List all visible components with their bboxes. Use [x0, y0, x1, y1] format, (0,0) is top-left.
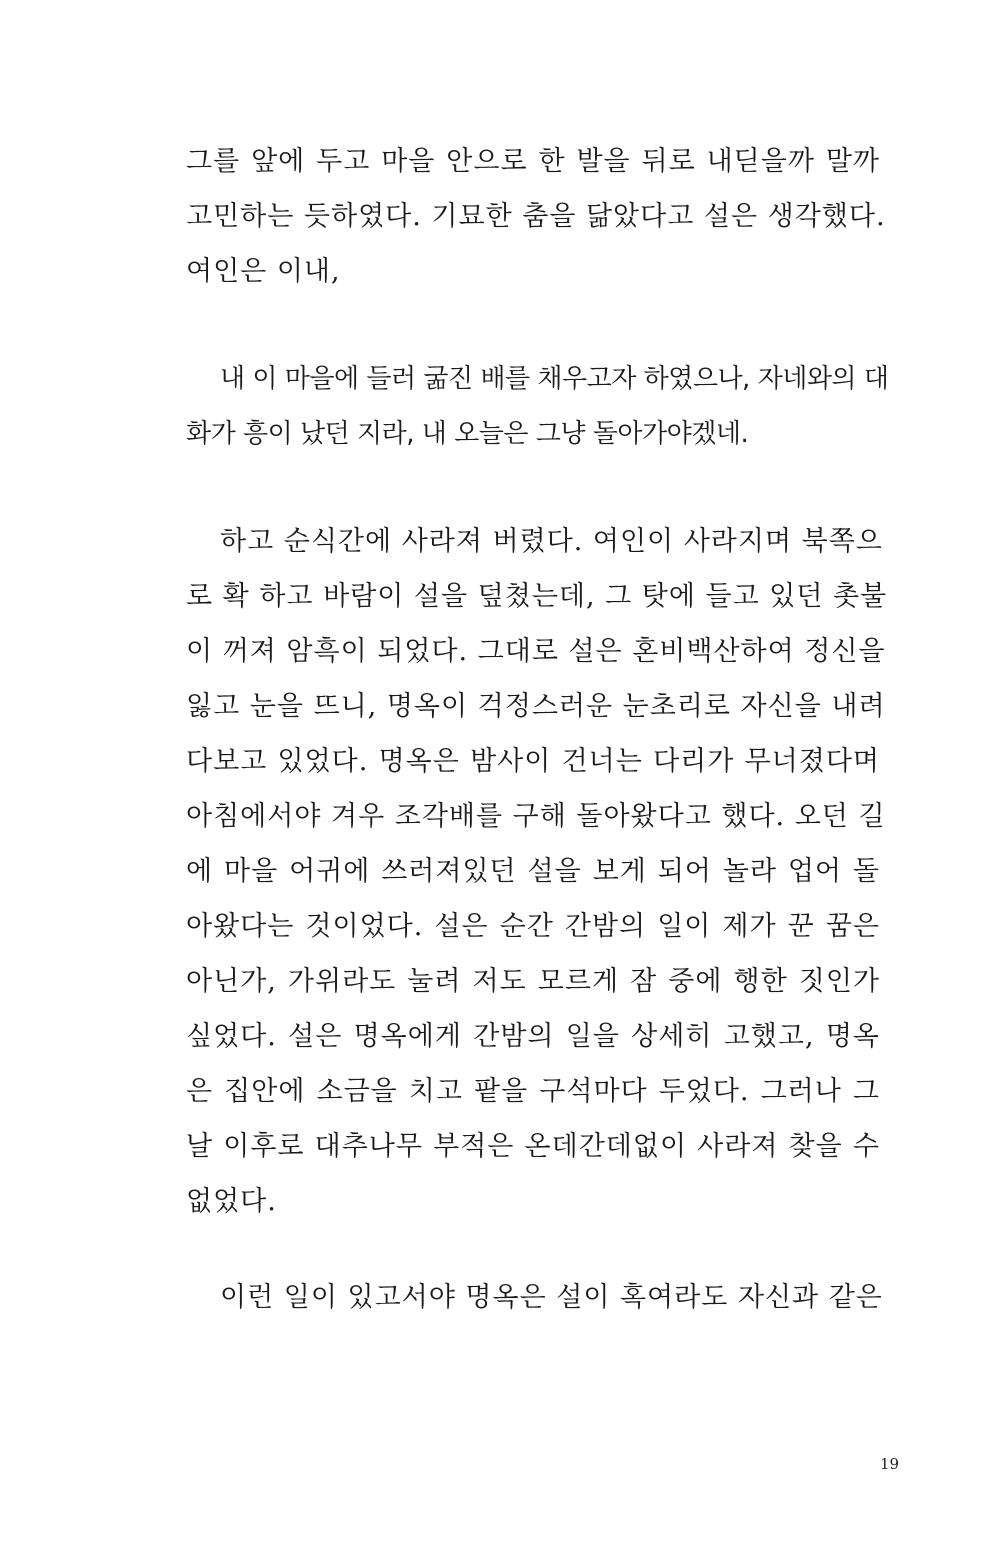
- dialogue-line: 내 이 마을에 들러 굶진 배를 채우고자 하였으나, 자네와의 대: [220, 364, 889, 394]
- dialogue-line: 화가 흥이 났던 지라, 내 오늘은 그냥 돌아가야겠네.: [186, 419, 749, 449]
- text-line: 하고 순식간에 사라져 버렸다. 여인이 사라지며 북쪽으: [220, 526, 883, 557]
- text-line: 싶었다. 설은 명옥에게 간밤의 일을 상세히 고했고, 명옥: [186, 1021, 880, 1052]
- text-line: 날 이후로 대추나무 부적은 온데간데없이 사라져 찾을 수: [186, 1131, 880, 1162]
- text-line: 고민하는 듯하였다. 기묘한 춤을 닮았다고 설은 생각했다.: [186, 201, 886, 232]
- text-line: 없었다.: [186, 1186, 277, 1217]
- text-line: 이런 일이 있고서야 명옥은 설이 혹여라도 자신과 같은: [220, 1282, 883, 1313]
- text-line: 로 확 하고 바람이 설을 덮쳤는데, 그 탓에 들고 있던 촛불: [186, 581, 888, 612]
- text-line: 아왔다는 것이었다. 설은 순간 간밤의 일이 제가 꾼 꿈은: [186, 911, 880, 942]
- text-line: 잃고 눈을 뜨니, 명옥이 걱정스러운 눈초리로 자신을 내려: [186, 691, 886, 722]
- text-line: 다보고 있었다. 명옥은 밤사이 건너는 다리가 무너졌다며: [186, 746, 880, 777]
- text-line: 아침에서야 겨우 조각배를 구해 돌아왔다고 했다. 오던 길: [186, 801, 886, 832]
- text-line: 아닌가, 가위라도 눌려 저도 모르게 잠 중에 행한 짓인가: [186, 966, 880, 997]
- text-line: 그를 앞에 두고 마을 안으로 한 발을 뒤로 내딛을까 말까: [186, 146, 880, 177]
- text-line: 이 꺼져 암흑이 되었다. 그대로 설은 혼비백산하여 정신을: [186, 636, 886, 667]
- text-line: 에 마을 어귀에 쓰러져있던 설을 보게 되어 놀라 업어 돌: [186, 856, 880, 887]
- text-line: 여인은 이내,: [186, 256, 341, 287]
- text-line: 은 집안에 소금을 치고 팥을 구석마다 두었다. 그러나 그: [186, 1076, 880, 1107]
- page-number: 19: [880, 1455, 900, 1473]
